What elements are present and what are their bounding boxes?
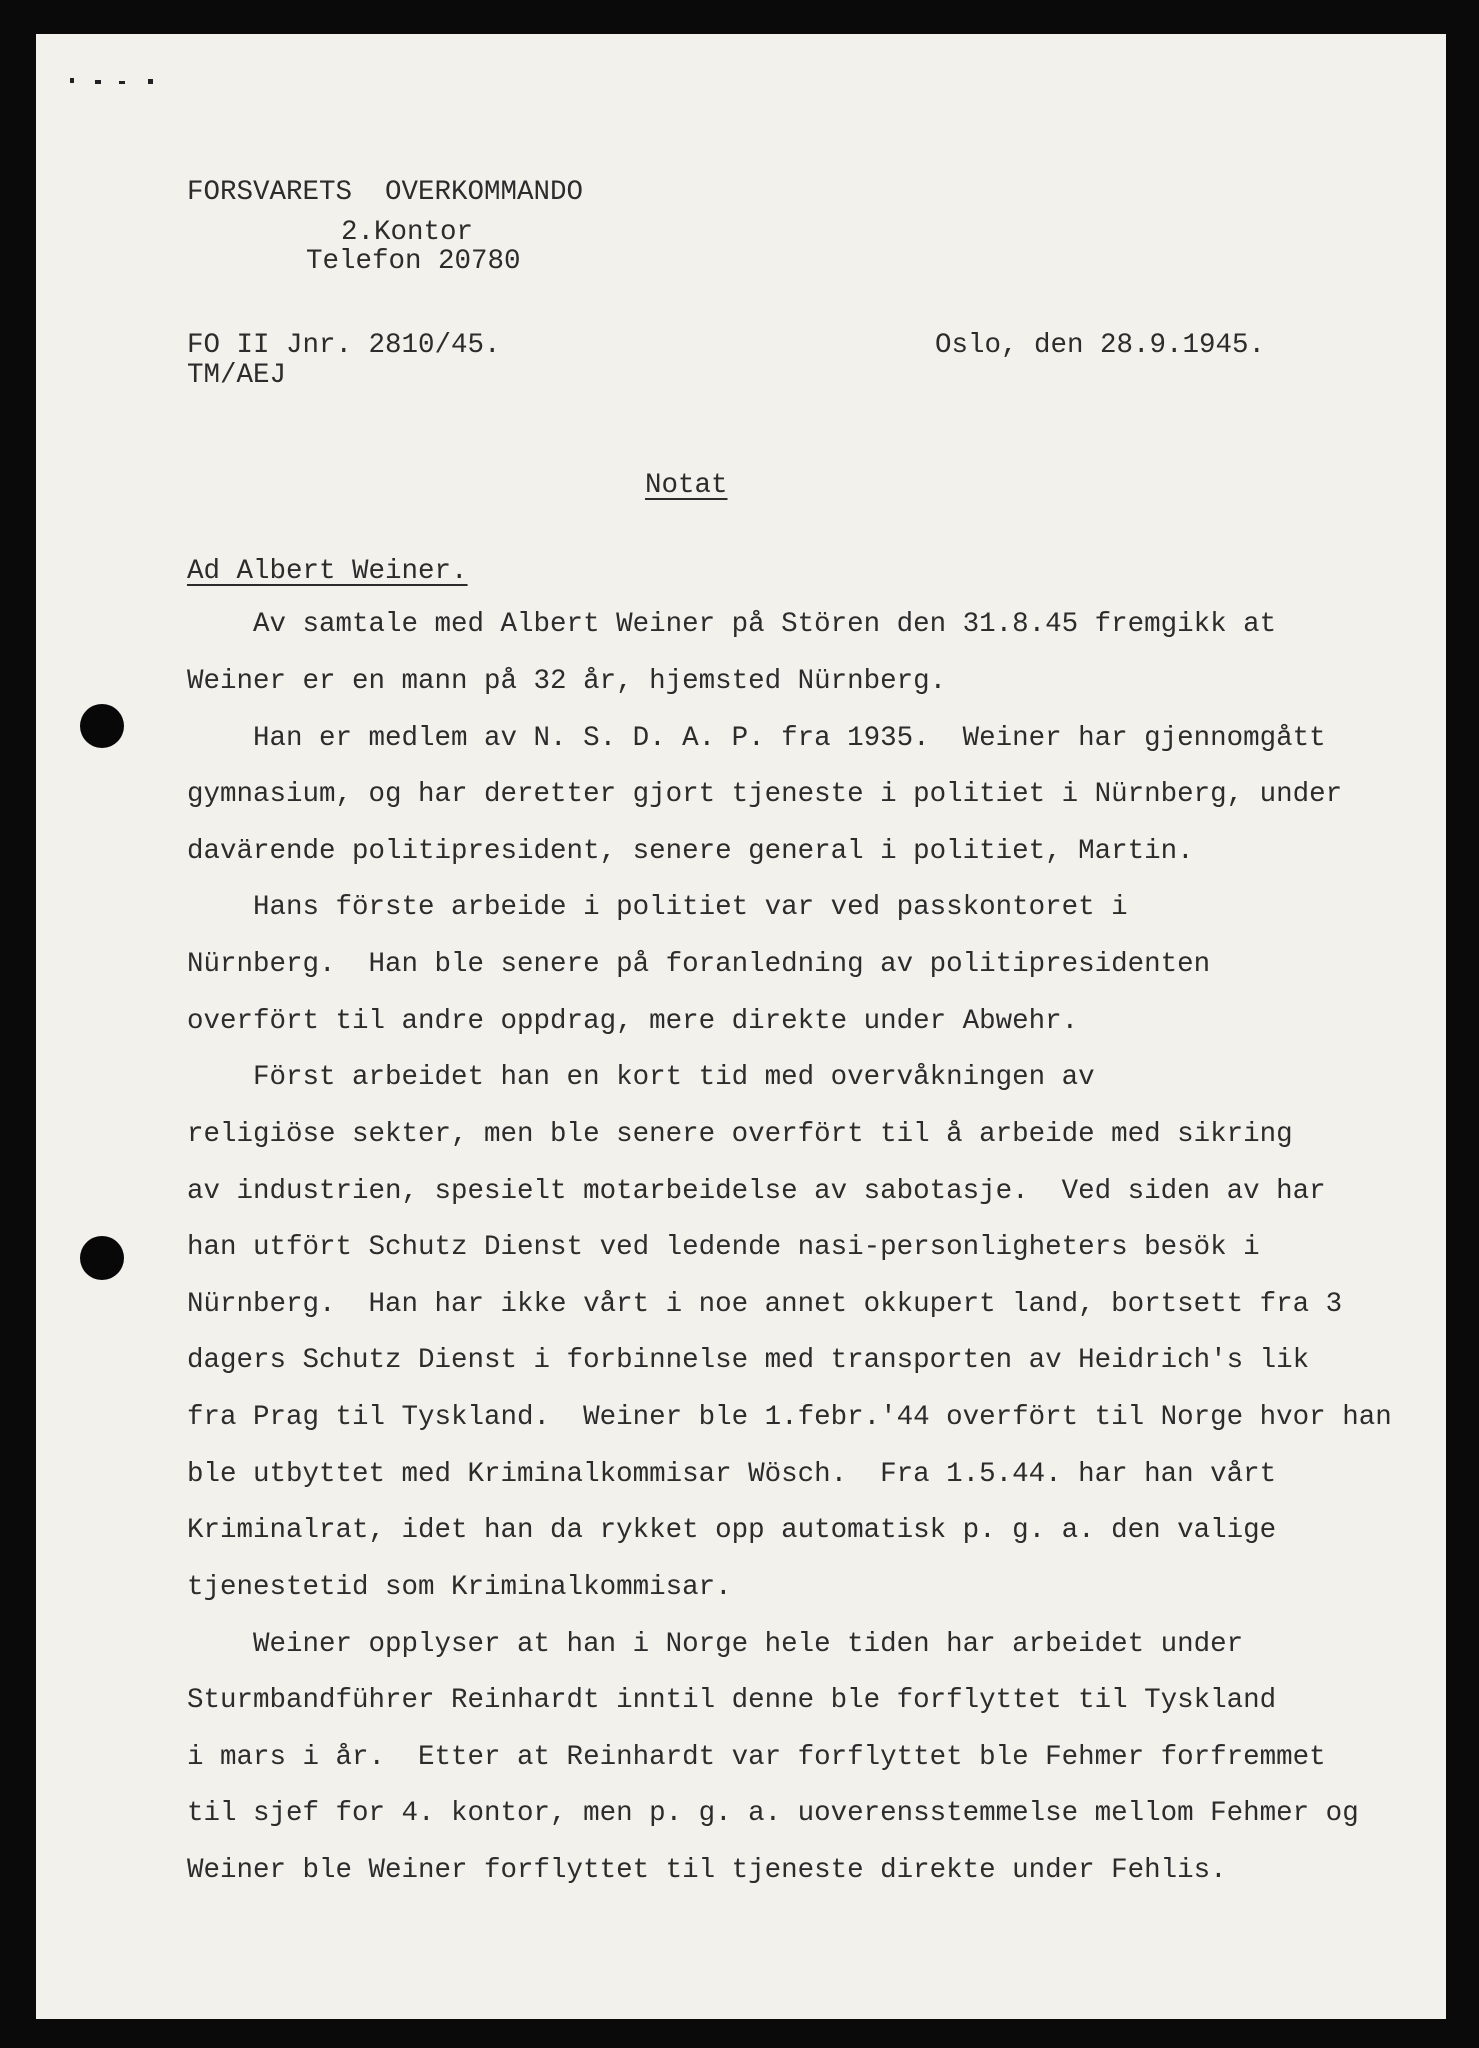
letterhead-org: FORSVARETS OVERKOMMANDO (187, 177, 584, 208)
body-line: ble utbyttet med Kriminalkommisar Wösch. Fra 1.5.44. har han vårt (187, 1459, 1277, 1490)
letterhead-office: 2.Kontor (341, 217, 474, 248)
journal-number: FO II Jnr. 2810/45. (187, 330, 501, 361)
body-line: tjenestetid som Kriminalkommisar. (187, 1572, 732, 1603)
punch-hole-upper (80, 704, 124, 748)
place-date: Oslo, den 28.9.1945. (935, 330, 1266, 361)
punch-hole-lower (80, 1236, 124, 1280)
document-title: Notat (645, 470, 728, 501)
body-line: fra Prag til Tyskland. Weiner ble 1.febr.'44 overfört til Norge hvor han (187, 1402, 1392, 1433)
body-line: dagers Schutz Dienst i forbinnelse med transporten av Heidrich's lik (187, 1345, 1310, 1376)
body-line: Först arbeidet han en kort tid med overvåkningen av (187, 1062, 1095, 1093)
body-line: Av samtale med Albert Weiner på Stören den 31.8.45 fremgikk at (187, 609, 1277, 640)
body-line: Nürnberg. Han har ikke vårt i noe annet okkupert land, bortsett fra 3 (187, 1289, 1343, 1320)
document-subject: Ad Albert Weiner. (187, 556, 468, 587)
body-line: gymnasium, og har deretter gjort tjeneste i politiet i Nürnberg, under (187, 779, 1343, 810)
body-line: Han er medlem av N. S. D. A. P. fra 1935. Weiner har gjennomgått (187, 723, 1326, 754)
body-line: Sturmbandführer Reinhardt inntil denne ble forflyttet til Tyskland (187, 1685, 1277, 1716)
body-line: Nürnberg. Han ble senere på foranledning av politipresidenten (187, 949, 1211, 980)
body-line: Weiner opplyser at han i Norge hele tiden har arbeidet under (187, 1629, 1244, 1660)
reference-initials: TM/AEJ (187, 360, 287, 391)
body-line: av industrien, spesielt motarbeidelse av sabotasje. Ved siden av har (187, 1176, 1326, 1207)
body-line: davärende politipresident, senere general i politiet, Martin. (187, 836, 1194, 867)
body-line: Weiner er en mann på 32 år, hjemsted Nürnberg. (187, 666, 947, 697)
body-line: Kriminalrat, idet han da rykket opp automatisk p. g. a. den valige (187, 1515, 1277, 1546)
body-line: religiöse sekter, men ble senere overfört til å arbeide med sikring (187, 1119, 1293, 1150)
body-line: overfört til andre oppdrag, mere direkte under Abwehr. (187, 1006, 1079, 1037)
body-line: Hans förste arbeide i politiet var ved passkontoret i (187, 892, 1128, 923)
body-line: i mars i år. Etter at Reinhardt var forflyttet ble Fehmer forfremmet (187, 1742, 1326, 1773)
body-line: til sjef for 4. kontor, men p. g. a. uoverensstemmelse mellom Fehmer og (187, 1798, 1359, 1829)
letterhead-phone: Telefon 20780 (306, 246, 521, 277)
corner-marks (68, 72, 158, 92)
body-line: han utfört Schutz Dienst ved ledende nasi-personligheters besök i (187, 1232, 1260, 1263)
body-line: Weiner ble Weiner forflyttet til tjeneste direkte under Fehlis. (187, 1855, 1227, 1886)
